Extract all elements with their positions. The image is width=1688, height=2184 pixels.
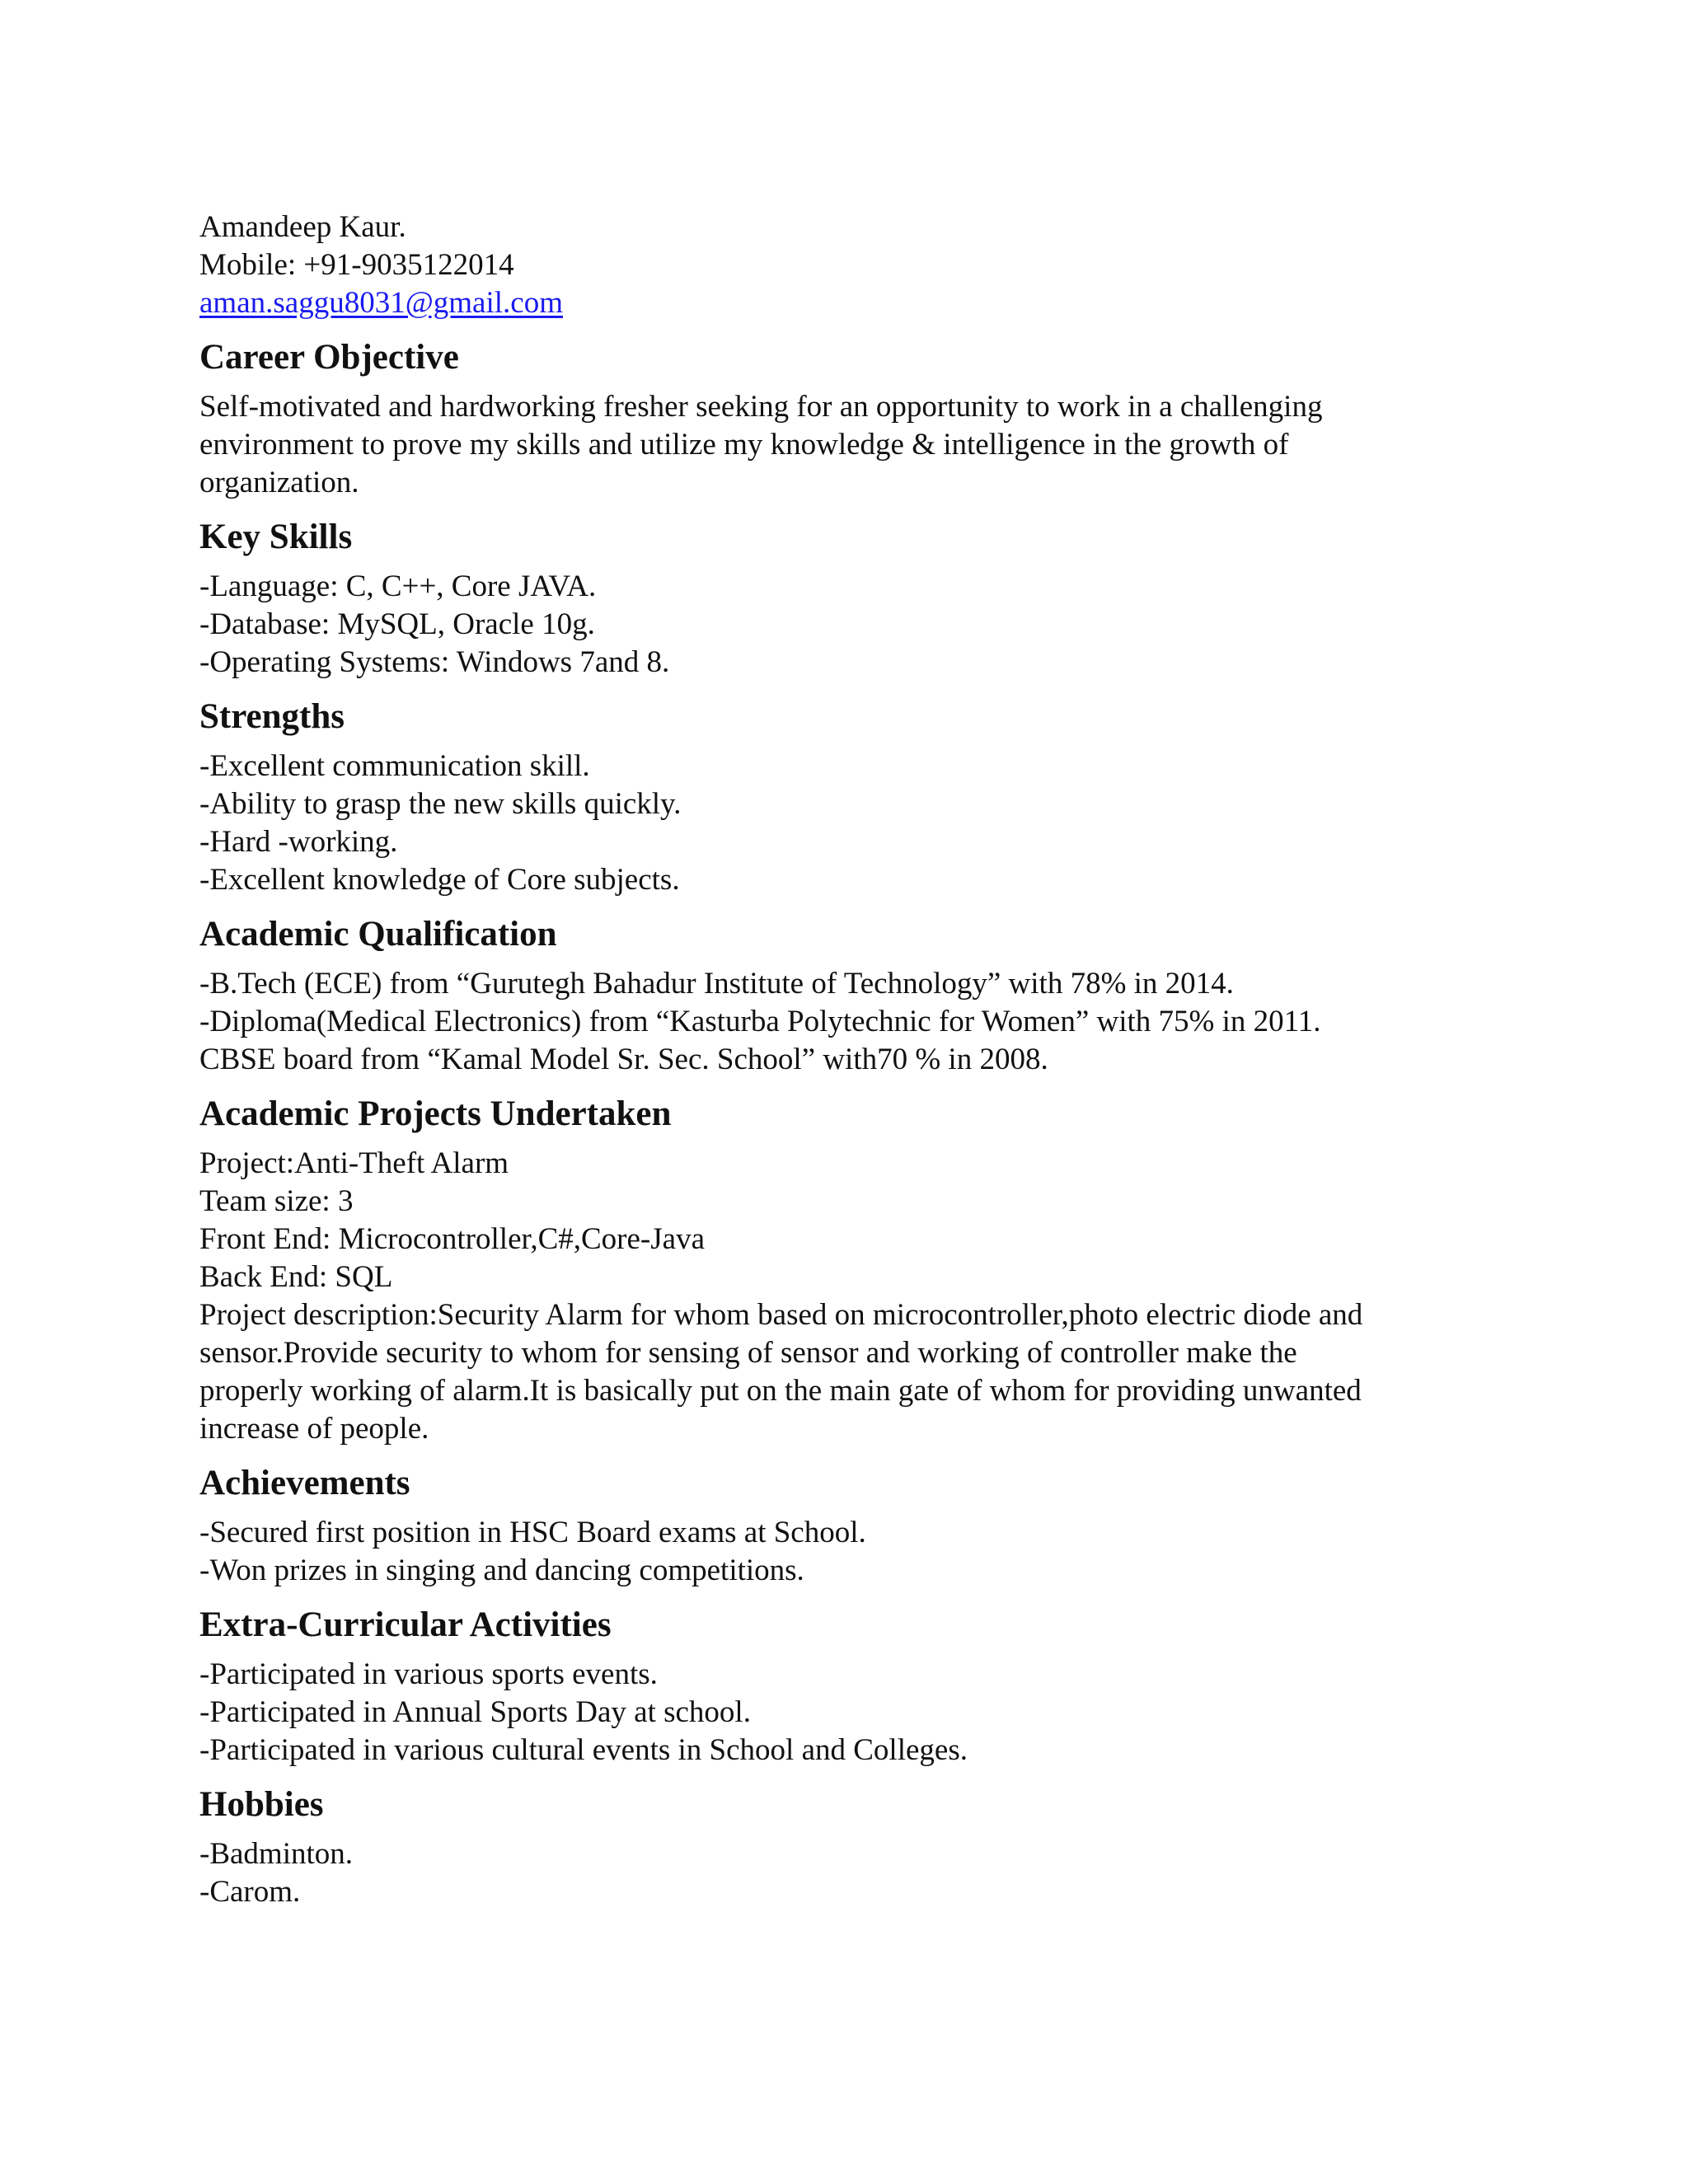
- section-career-objective: [199, 336, 1485, 502]
- objective-line: Self-motivated and hardworking fresher seeking for an opportunity to work in a challenging: [199, 390, 1323, 424]
- project-description-line: increase of people.: [199, 1412, 429, 1446]
- section-academic-qualification: [199, 913, 1485, 1079]
- skill-item: -Operating Systems: Windows 7and 8.: [199, 645, 670, 679]
- section-title: Achievements: [199, 1464, 410, 1502]
- skill-item: -Language: C, C++, Core JAVA.: [199, 569, 597, 603]
- section-key-skills: [199, 516, 1485, 682]
- strength-item: -Excellent communication skill.: [199, 749, 590, 783]
- activity-item: -Participated in Annual Sports Day at school.: [199, 1695, 751, 1729]
- objective-line: organization.: [199, 466, 359, 499]
- section-hobbies: [199, 1783, 1485, 1911]
- email-link[interactable]: aman.saggu8031@gmail.com: [199, 286, 563, 320]
- section-title: Strengths: [199, 697, 345, 736]
- section-title: Key Skills: [199, 518, 353, 556]
- strength-item: -Ability to grasp the new skills quickly.: [199, 787, 682, 821]
- section-title: Academic Projects Undertaken: [199, 1094, 672, 1133]
- achievement-item: -Secured first position in HSC Board exams at School.: [199, 1516, 866, 1549]
- objective-line: environment to prove my skills and utilize my knowledge & intelligence in the growth of: [199, 428, 1289, 462]
- section-strengths: [199, 696, 1485, 899]
- strength-item: -Hard -working.: [199, 825, 398, 859]
- contact-block: [199, 209, 1485, 322]
- qualification-item: CBSE board from “Kamal Model Sr. Sec. School” with70 % in 2008.: [199, 1043, 1048, 1076]
- activity-item: -Participated in various cultural events in School and Colleges.: [199, 1733, 968, 1767]
- section-academic-projects: [199, 1093, 1485, 1448]
- section-title: Academic Qualification: [199, 915, 557, 954]
- strength-item: -Excellent knowledge of Core subjects.: [199, 863, 680, 897]
- qualification-item: -B.Tech (ECE) from “Gurutegh Bahadur Institute of Technology” with 78% in 2014.: [199, 967, 1234, 1001]
- mobile-number: Mobile: +91-9035122014: [199, 248, 514, 282]
- activity-item: -Participated in various sports events.: [199, 1657, 658, 1691]
- hobby-item: -Badminton.: [199, 1837, 354, 1871]
- achievement-item: -Won prizes in singing and dancing competitions.: [199, 1554, 804, 1587]
- resume-body: [199, 209, 1485, 1911]
- project-description-line: Project description:Security Alarm for whom based on microcontroller,photo electric diode and: [199, 1298, 1363, 1332]
- project-front-end: Front End: Microcontroller,C#,Core-Java: [199, 1222, 705, 1256]
- section-title: Extra-Curricular Activities: [199, 1605, 612, 1644]
- project-description-line: sensor.Provide security to whom for sensing of sensor and working of controller make the: [199, 1336, 1297, 1370]
- section-extra-curricular: [199, 1604, 1485, 1769]
- section-title: Career Objective: [199, 338, 459, 377]
- section-achievements: [199, 1462, 1485, 1590]
- candidate-name: Amandeep Kaur.: [199, 210, 406, 244]
- qualification-item: -Diploma(Medical Electronics) from “Kasturba Polytechnic for Women” with 75% in 2011.: [199, 1005, 1321, 1038]
- project-name: Project:Anti-Theft Alarm: [199, 1146, 509, 1180]
- section-title: Hobbies: [199, 1785, 324, 1824]
- skill-item: -Database: MySQL, Oracle 10g.: [199, 607, 595, 641]
- project-description-line: properly working of alarm.It is basically put on the main gate of whom for providing unwanted: [199, 1374, 1362, 1408]
- project-team-size: Team size: 3: [199, 1184, 354, 1218]
- hobby-item: -Carom.: [199, 1875, 301, 1909]
- project-back-end: Back End: SQL: [199, 1260, 393, 1294]
